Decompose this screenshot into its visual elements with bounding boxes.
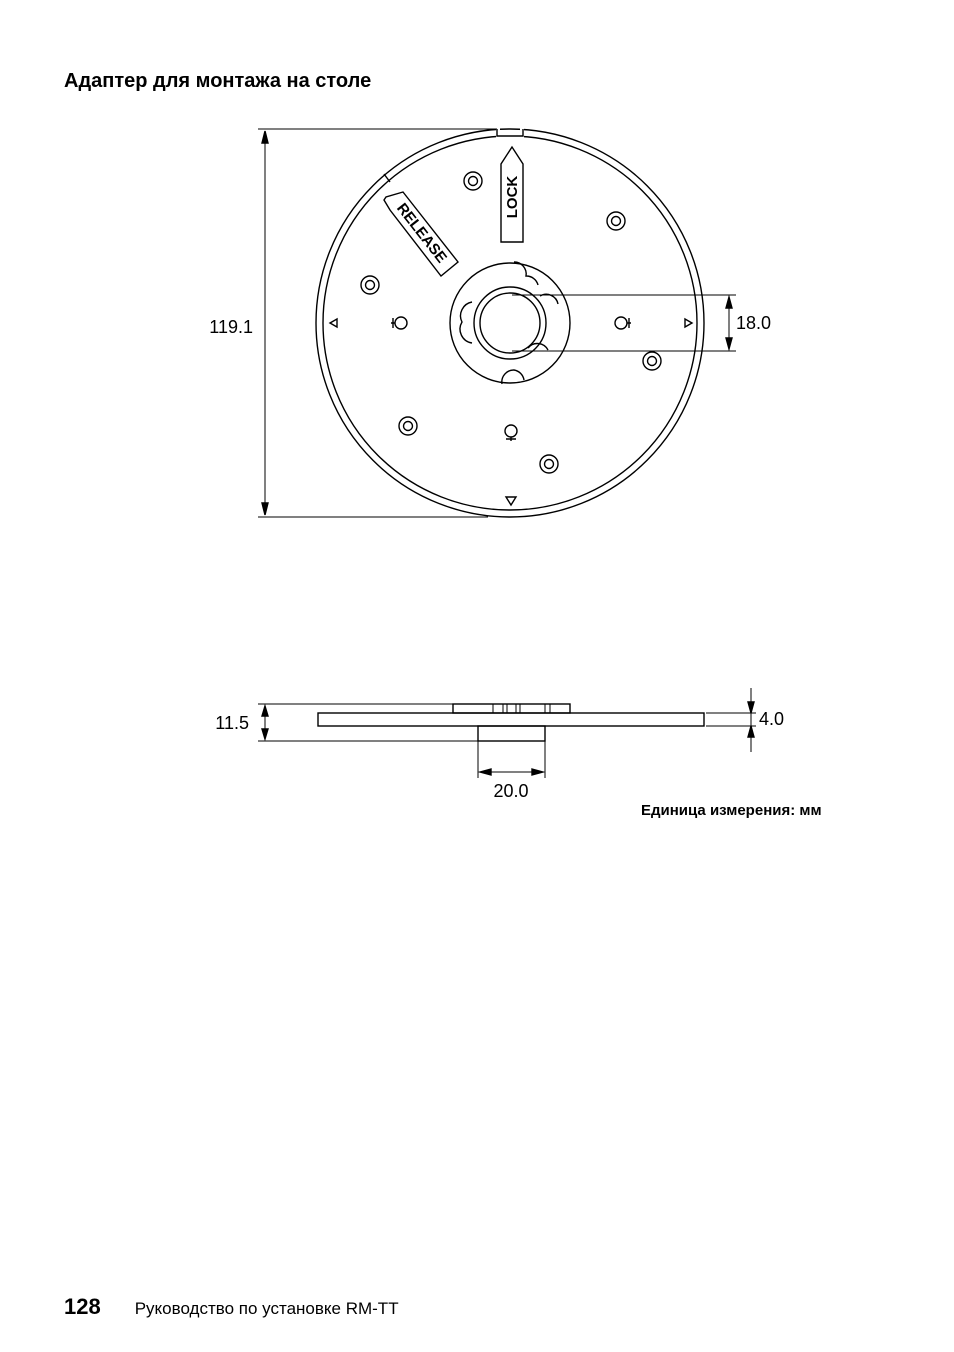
top-view bbox=[258, 128, 736, 517]
hub-outer bbox=[450, 263, 570, 383]
height-value: 11.5 bbox=[215, 713, 249, 733]
rim-notch-left bbox=[384, 174, 390, 182]
arrowhead bbox=[748, 702, 754, 713]
arrowhead bbox=[748, 726, 754, 737]
diameter-value: 119.1 bbox=[209, 317, 253, 337]
screw-hole bbox=[607, 212, 625, 230]
arrowhead bbox=[726, 297, 732, 308]
plate-value: 4.0 bbox=[759, 709, 785, 729]
screw-hole bbox=[464, 172, 482, 190]
triangle-marker-right bbox=[685, 319, 692, 327]
lock-label: LOCK bbox=[504, 175, 521, 219]
page-title: Адаптер для монтажа на столе bbox=[64, 70, 372, 92]
boss-value: 20.0 bbox=[493, 781, 529, 801]
side-top-boss bbox=[453, 704, 570, 713]
page-number: 128 bbox=[64, 1294, 101, 1319]
side-plate bbox=[318, 713, 704, 726]
arrowhead bbox=[262, 706, 268, 716]
hub-hole bbox=[480, 293, 540, 353]
hub-ring bbox=[474, 287, 546, 359]
triangle-marker-bottom bbox=[506, 497, 516, 505]
hub-lobe-1 bbox=[460, 302, 472, 343]
side-boss-details bbox=[493, 704, 550, 713]
screw-hole bbox=[540, 455, 558, 473]
screw-hole bbox=[399, 417, 417, 435]
screw-hole bbox=[361, 276, 379, 294]
hub-lobe-5 bbox=[528, 344, 548, 350]
arrowhead bbox=[726, 338, 732, 349]
release-label: RELEASE bbox=[393, 200, 451, 267]
page-footer bbox=[64, 1294, 399, 1320]
side-bottom-boss bbox=[478, 726, 545, 741]
arrowhead bbox=[262, 503, 268, 515]
arrowhead bbox=[480, 769, 491, 775]
hub-lobe-4 bbox=[540, 294, 558, 304]
screw-hole bbox=[643, 352, 661, 370]
arrowhead bbox=[532, 769, 543, 775]
center-value: 18.0 bbox=[736, 313, 772, 333]
keyhole-slot bbox=[615, 317, 631, 329]
arrowhead bbox=[262, 131, 268, 143]
side-view bbox=[258, 688, 756, 778]
manual-title: Руководство по установке RM-TT bbox=[134, 1299, 399, 1318]
triangle-marker-left bbox=[330, 319, 337, 327]
keyhole-slot bbox=[391, 317, 407, 329]
units-note: Единица измерения: мм bbox=[641, 802, 822, 819]
arrowhead bbox=[262, 729, 268, 739]
keyhole-slot bbox=[505, 425, 517, 441]
